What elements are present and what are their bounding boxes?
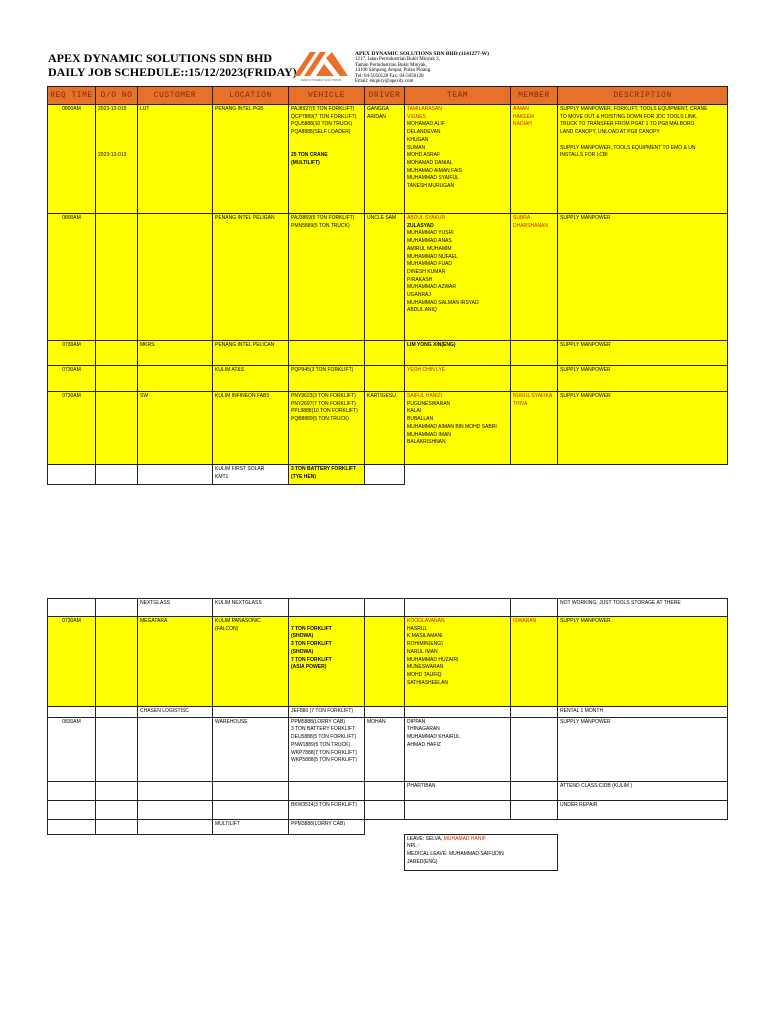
logo-lettering: APEX DYNAMIC SOLUTIONS <box>300 78 342 82</box>
req-time <box>48 707 96 718</box>
location: KULIM NEXTGLASS <box>213 599 289 617</box>
company-info-addr3: 14100 Simpang Ampat, Pulau Pinang. <box>355 68 432 74</box>
customer: SW <box>138 392 213 465</box>
driver <box>365 617 405 707</box>
do-no <box>96 392 138 465</box>
customer: MKRS <box>138 341 213 366</box>
do-no <box>96 465 138 485</box>
team-member: MUNESWARAN <box>407 664 444 671</box>
description <box>558 819 728 834</box>
table-row <box>48 392 728 465</box>
medical-leave: MEDICAL LEAVE: MUHAMMAD SAIFUDIN <box>407 851 504 858</box>
team <box>405 617 511 707</box>
member <box>511 366 558 392</box>
team: YEOH CHIN LYE <box>405 366 511 392</box>
table-row <box>48 465 728 485</box>
location <box>213 800 289 819</box>
team-member: MUHAMMAD SALMAN IRSYAD <box>407 299 479 306</box>
table-row <box>48 781 728 800</box>
member <box>511 819 558 834</box>
vehicle-item: QCP7889(7 TON FORKLIFT) <box>291 113 357 120</box>
description-line: TRUCK TO TRANSFER FROM PGAT 1 TO PG8 MALBORO <box>560 121 695 128</box>
req-time <box>48 800 96 819</box>
customer <box>138 717 213 781</box>
col-description: DESCRIPTION <box>558 87 728 105</box>
customer: LUT <box>138 105 213 214</box>
vehicle: PQP945(3 TON FORKLIFT) <box>289 366 365 392</box>
vehicle-item: WKP7888(7 TON FORKLIFT) <box>291 749 357 756</box>
driver <box>365 366 405 392</box>
team-member: MUHAMMAD YUSRI <box>407 230 454 237</box>
description: SUPPLY MANPOWER <box>558 392 728 465</box>
req-time: 0800AM <box>48 105 96 214</box>
location <box>213 617 289 707</box>
vehicle <box>289 465 365 485</box>
team-member: NARUL IMAN <box>407 648 438 655</box>
team-member: MUHAMMAD AIMAN BIN MOHD SABRI <box>407 423 497 430</box>
location: KULIM AT&S <box>213 366 289 392</box>
customer <box>138 465 213 485</box>
driver: MOHAN <box>365 717 405 781</box>
vehicle-item: PQU5888(10 TON TRUCK) <box>291 121 353 128</box>
vehicle-item: PQA8888(SELF LOADER) <box>291 129 351 136</box>
description: ATTEND CLASS CIDB (KULIM ) <box>558 781 728 800</box>
table-row <box>48 214 728 341</box>
team-member: AMIRUL MUHAMIM <box>407 245 452 252</box>
table-row <box>48 707 728 718</box>
vehicle <box>289 617 365 707</box>
team-member: KALAI <box>407 408 422 415</box>
col-location: LOCATION <box>213 87 289 105</box>
req-time <box>48 819 96 834</box>
table-row <box>48 617 728 707</box>
table-row <box>48 366 728 392</box>
vehicle <box>289 392 365 465</box>
description: SUPPLY MANPOWER <box>558 214 728 341</box>
req-time: 0730AM <box>48 617 96 707</box>
team <box>405 599 511 617</box>
schedule-title: DAILY JOB SCHEDULE::15/12/2023(FRIDAY) <box>48 65 297 79</box>
col-vehicle: VEHICLE <box>289 87 365 105</box>
table-row <box>48 717 728 781</box>
table-row <box>48 341 728 366</box>
vehicle: JEF880 (7 TON FORKLIFT) <box>289 707 365 718</box>
vehicle-item: 3 TON FORKLIFT <box>291 641 332 648</box>
req-time: 0800AM <box>48 214 96 341</box>
driver <box>365 781 405 800</box>
vehicle-item: PMN5889(5 TON TRUCK) <box>291 222 350 229</box>
vehicle <box>289 717 365 781</box>
company-info <box>355 52 489 84</box>
member-item: RADIAH <box>513 121 532 128</box>
vehicle <box>289 599 365 617</box>
description: SUPPLY MANPOWER <box>558 341 728 366</box>
team-member: MOHD TAUFIQ <box>407 671 442 678</box>
vehicle-item: 7 TON FORKLIFT <box>291 625 332 632</box>
description-line: INSTALLS FOR LCBI <box>560 152 608 159</box>
leave-notes <box>405 834 558 870</box>
location: PENANG INTEL PG8 <box>213 105 289 214</box>
do-no <box>96 717 138 781</box>
team <box>405 392 511 465</box>
col-driver: DRIVER <box>365 87 405 105</box>
team-member: SUMAN <box>407 144 426 151</box>
do-no <box>96 105 138 214</box>
team-member: DINESH KUMAR <box>407 268 446 275</box>
location-item: KULIM FIRST SOLAR <box>215 466 265 472</box>
do-no <box>96 341 138 366</box>
req-time <box>48 599 96 617</box>
table-row <box>48 599 728 617</box>
req-time <box>48 465 96 485</box>
team-member: MOHAMAD DANIAL <box>407 159 453 166</box>
member <box>511 392 558 465</box>
team-member: MOHD ASRAF <box>407 152 441 159</box>
team <box>405 800 511 819</box>
location: PENANG INTEL PELICAN <box>213 341 289 366</box>
driver <box>365 341 405 366</box>
location-item: (FALCON) <box>215 625 239 632</box>
do-no <box>96 214 138 341</box>
team-member: ZULASYAD <box>407 222 434 229</box>
description <box>558 465 728 485</box>
npl-label: NPL : <box>407 843 420 850</box>
medical-leave-cont: JARED(ENG) <box>407 858 438 865</box>
team-member: BUBALLAN <box>407 416 434 423</box>
do-no <box>96 707 138 718</box>
description: SUPPLY MANPOWER <box>558 366 728 392</box>
location <box>213 465 289 485</box>
location-item: KMT1 <box>215 473 229 480</box>
description: UNDER REPAIR <box>558 800 728 819</box>
schedule-table-2 <box>47 598 728 871</box>
col-member: MEMBER <box>511 87 558 105</box>
team-member: HASRUL <box>407 625 428 632</box>
vehicle-item: PNY9623(3 TON FORKLIFT) <box>291 393 356 399</box>
company-info-name: APEX DYNAMIC SOLUTIONS SDN BHD (1141277-W) <box>355 51 489 57</box>
vehicle: PPM3888(LORRY CAB) <box>289 819 365 834</box>
vehicle-item: PNY2697(7 TON FORKLIFT) <box>291 400 356 407</box>
vehicle-item: (MULTILIFT) <box>291 159 320 166</box>
customer: CHASEN LOGISTISC <box>138 707 213 718</box>
team-member: MUHAMMAD HUZAIRI <box>407 656 459 663</box>
vehicle <box>289 105 365 214</box>
vehicle-item: (SHOWA) <box>291 633 314 640</box>
vehicle-item: 25 TON CRANE <box>291 152 328 159</box>
vehicle-item: DEU5888(5 TON FORKLIFT) <box>291 734 357 741</box>
customer <box>138 366 213 392</box>
req-time: 0730AM <box>48 341 96 366</box>
req-time: 0830AM <box>48 717 96 781</box>
member <box>511 707 558 718</box>
leave-label: LEAVE: SELVA, <box>407 835 444 842</box>
team-member: MUHAMMAD NUFAEL <box>407 253 458 260</box>
req-time: 0730AM <box>48 392 96 465</box>
team-member: PUGUNESWARAN <box>407 400 451 407</box>
member <box>511 781 558 800</box>
schedule-table-1 <box>47 86 728 485</box>
member: ISWARAN <box>511 617 558 707</box>
location <box>213 707 289 718</box>
location: MULTILIFT <box>213 819 289 834</box>
driver: KARTIGESU <box>365 392 405 465</box>
location: KULIM INFINEON FAB3 <box>213 392 289 465</box>
team-lead: KOOGLAVANAN <box>407 618 445 624</box>
team-lead: SAIFUL HANIZI <box>407 393 443 399</box>
team <box>405 214 511 341</box>
member <box>511 599 558 617</box>
member <box>511 214 558 341</box>
vehicle-item: (SHOWA) <box>291 648 314 655</box>
col-customer: CUSTOMER <box>138 87 213 105</box>
team-member: BALAKRISHNAN <box>407 439 446 446</box>
customer: NEXTGLASS <box>138 599 213 617</box>
col-team: TEAM <box>405 87 511 105</box>
vehicle-item: (TYE HEN) <box>291 473 316 480</box>
do-no-value: 2023-12-013 <box>98 152 127 159</box>
location-item: KULIM PANASONIC <box>215 618 261 624</box>
leave-row <box>48 834 728 870</box>
vehicle-item: PAJ3869(5 TON FORKLIFT) <box>291 215 355 221</box>
col-do-no: D/O NO <box>96 87 138 105</box>
team-member: THINAGARAN <box>407 726 440 733</box>
company-info-tel: Tel: 04-5050128 Fax: 04-5050128 <box>355 73 424 79</box>
member-item: AIMAN <box>513 106 529 112</box>
driver <box>365 105 405 214</box>
team-member: DELANDEVAN <box>407 129 441 136</box>
vehicle-item: PPM5888(LORRY CAB) <box>291 718 346 725</box>
driver: UNCLE SAM <box>365 214 405 341</box>
driver <box>365 800 405 819</box>
member-item: SUBRA <box>513 215 531 221</box>
driver-item: GANGGA <box>367 106 389 112</box>
vehicle-item: PPL9888(10 TON FORKLIFT) <box>291 408 358 415</box>
customer <box>138 819 213 834</box>
team-lead: TAMILARASAN <box>407 106 442 112</box>
customer: MEGATARA <box>138 617 213 707</box>
team-lead: ABDUL SYAKUR <box>407 215 446 221</box>
team: LIM YONG XIN(ENG) <box>405 341 511 366</box>
team <box>405 707 511 718</box>
description-line: SUPPLY MANPOWER, FORKLIFT, TOOLS EQUIPMENT, CRANE <box>560 106 708 112</box>
header-row <box>48 87 728 105</box>
team-member: MUHAMMAD FUAD <box>407 261 452 268</box>
do-no <box>96 781 138 800</box>
company-info-addr2: Taman Perindustrian Bukit Minyak, <box>355 62 427 68</box>
table-row <box>48 105 728 214</box>
team-member: UGANRAJ <box>407 292 431 299</box>
col-req-time: REQ TIME <box>48 87 96 105</box>
team-member: MUHAMMAD AZWAR <box>407 284 456 291</box>
team <box>405 717 511 781</box>
vehicle-item: PAJ8927(5 TON FORKLIFT) <box>291 106 355 112</box>
team-member: MUHAMMAD SYAIFUL <box>407 175 459 182</box>
member <box>511 341 558 366</box>
vehicle-item: 7 TON FORKLIFT <box>291 656 332 663</box>
description: SUPPLY MANPOWER <box>558 717 728 781</box>
team <box>405 465 511 485</box>
team-member: SATHIASHEELAN <box>407 679 449 686</box>
description-line: SUPPLY MANPOWER, TOOLS EQUIPMENT TO EMO & UN <box>560 144 696 151</box>
member <box>511 465 558 485</box>
description-line: LAND CANOPY, UNLOAD AT PG8 CANOPY <box>560 129 660 136</box>
team-member: PIRAKASH <box>407 276 433 283</box>
customer <box>138 781 213 800</box>
description: RENTAL 1 MONTH <box>558 707 728 718</box>
team-member: KHUGAN <box>407 136 429 143</box>
location <box>213 781 289 800</box>
team-member: K.MASILAMANI <box>407 633 443 640</box>
team-member: DIPPAN <box>407 718 426 725</box>
driver <box>365 465 405 485</box>
vehicle-item: 3 TON BATTERY FORKLIFT <box>291 726 355 733</box>
location: WAREHOUSE <box>213 717 289 781</box>
customer <box>138 214 213 341</box>
vehicle <box>289 341 365 366</box>
do-no-value: 2023-12-015 <box>98 106 127 112</box>
customer <box>138 800 213 819</box>
driver <box>365 599 405 617</box>
team: PHARTIBAN <box>405 781 511 800</box>
member <box>511 717 558 781</box>
do-no <box>96 617 138 707</box>
team <box>405 105 511 214</box>
do-no <box>96 819 138 834</box>
team-member: TANESH MURUGAN <box>407 183 455 190</box>
vehicle <box>289 214 365 341</box>
table-row <box>48 819 728 834</box>
team <box>405 819 511 834</box>
driver <box>365 707 405 718</box>
driver <box>365 819 405 834</box>
member-item: DHARSHANAN <box>513 222 549 229</box>
company-logo <box>290 48 352 82</box>
location: PENANG INTEL PELIGAN <box>213 214 289 341</box>
vehicle-item: WKP5888(5 TON FORKLIFT) <box>291 757 357 764</box>
description-line: TO MOVE OUT & HOISTING DOWN FOR JDC TOOLS LINK. <box>560 113 698 120</box>
member-item: THIVA <box>513 400 528 407</box>
member-item: HAKEEM <box>513 113 535 120</box>
team-member: MOHAMAD ALIF <box>407 121 445 128</box>
team-member: AHMAD HAFIZ <box>407 741 441 748</box>
description <box>558 105 728 214</box>
company-info-email: Email: enquiry@apexdy.com <box>355 79 414 85</box>
do-no <box>96 599 138 617</box>
team-member: MUHAMMAD IMAN <box>407 431 451 438</box>
req-time: 0730AM <box>48 366 96 392</box>
team-member: MUHAMMAD KHAIRUL <box>407 734 461 741</box>
team-member: ABDUL ANIQ <box>407 307 437 314</box>
vehicle-item: (ASIA POWER) <box>291 664 327 671</box>
description: NOT WORKING, JUST TOOLS STORAGE AT THERE <box>558 599 728 617</box>
vehicle <box>289 781 365 800</box>
description: SUPPLY MANPOWER <box>558 617 728 707</box>
team-member: MUHAMAD AIMAN FAIS <box>407 167 463 174</box>
team-member: MUHAMMAD ANAS <box>407 238 452 245</box>
team-lead: VIGNES <box>407 113 426 120</box>
vehicle-item: 3 TON BATTERY FORKLIFT <box>291 466 357 472</box>
leave-name-red: MUHAMAD HANIF <box>443 835 486 842</box>
member-item: NURUL SYAFIKA <box>513 393 553 399</box>
req-time <box>48 781 96 800</box>
member <box>511 105 558 214</box>
vehicle-item: PQB8889(5 TON TRUCK) <box>291 416 350 423</box>
vehicle: BKW3514(3 TON FORKLIFT) <box>289 800 365 819</box>
vehicle-item: PNW1889(5 TON TRUCK) <box>291 741 351 748</box>
team-member: ROHIMIN(ENG) <box>407 641 443 648</box>
company-title: APEX DYNAMIC SOLUTIONS SDN BHD <box>48 51 273 65</box>
driver-item: ARIDAN <box>367 113 386 120</box>
do-no <box>96 366 138 392</box>
table-row <box>48 800 728 819</box>
company-info-addr1: 1217, Jalan Perindustrian Bukit Minyak 2, <box>355 57 440 63</box>
member <box>511 800 558 819</box>
do-no <box>96 800 138 819</box>
